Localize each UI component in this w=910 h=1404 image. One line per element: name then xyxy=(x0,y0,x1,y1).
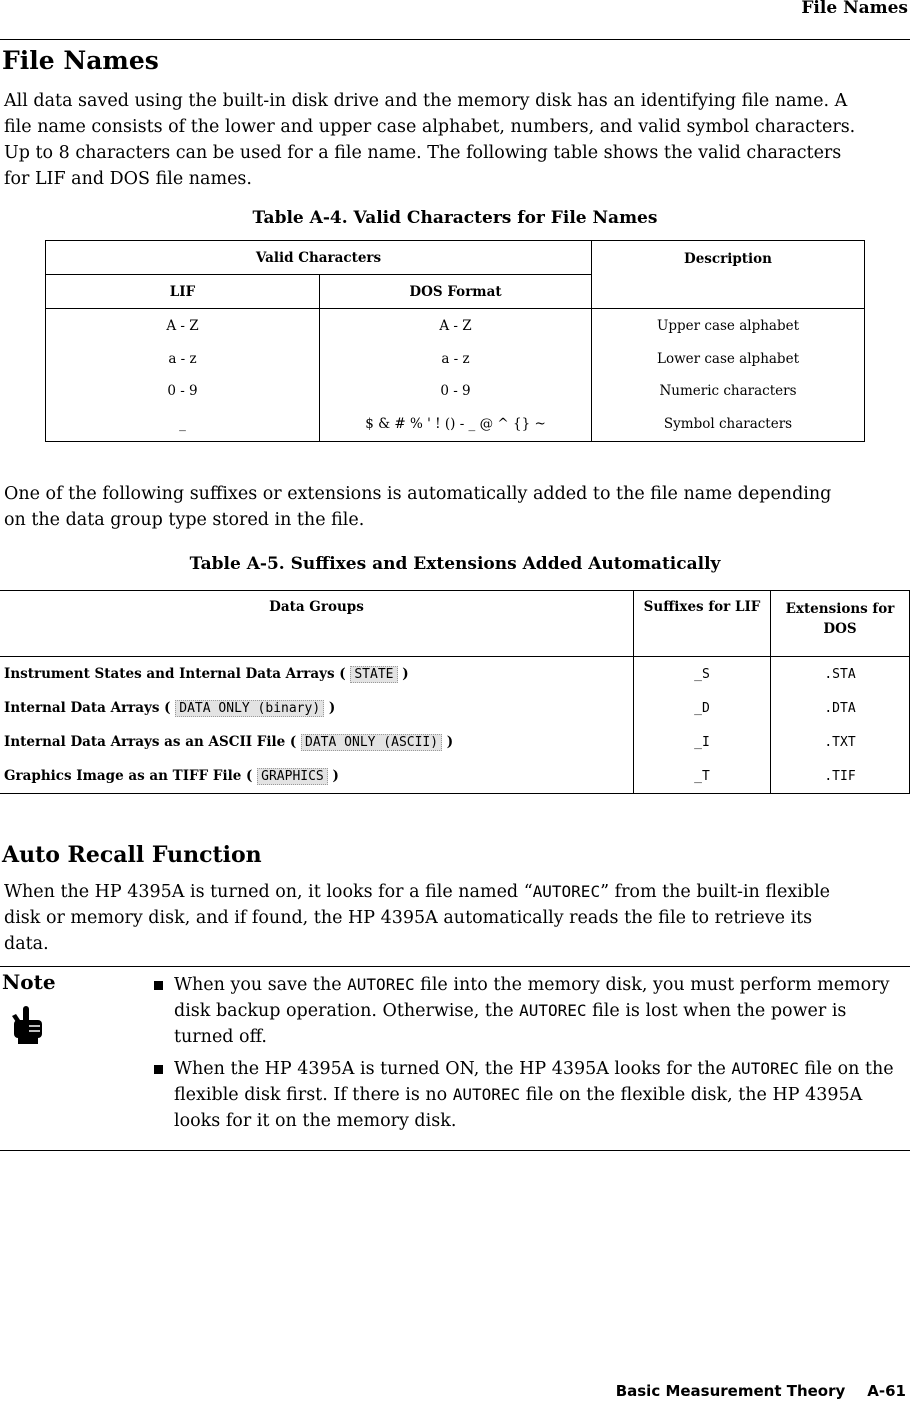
auto-recall-paragraph xyxy=(4,879,906,957)
autorec-code: AUTOREC xyxy=(519,1001,587,1020)
section-title-auto-recall: Auto Recall Function xyxy=(2,842,262,868)
lif-cell: _ xyxy=(46,408,320,442)
extension-cell: .TIF xyxy=(771,759,910,794)
dos-cell: a - z xyxy=(320,343,592,375)
description-header: Description xyxy=(592,241,865,309)
table-a4-caption: Table A-4. Valid Characters for File Names xyxy=(252,208,658,228)
data-group-cell xyxy=(0,691,634,725)
dos-cell: A - Z xyxy=(320,309,592,343)
footer-title: Basic Measurement Theory xyxy=(615,1382,846,1400)
suffixes-header: Suffixes for LIF xyxy=(634,591,771,657)
data-only-binary-softkey: DATA ONLY (binary) xyxy=(175,700,324,717)
intro-line: All data saved using the built-in disk drive and the memory disk has an identifying file name. A xyxy=(4,91,848,111)
page-number: A-61 xyxy=(867,1382,906,1400)
suffix-intro-line: One of the following suffixes or extensions is automatically added to the file name depending xyxy=(4,484,832,504)
note-item xyxy=(152,972,904,1050)
intro-line: file name consists of the lower and upper case alphabet, numbers, and valid symbol characters. xyxy=(4,117,856,137)
auto-recall-line: data. xyxy=(4,934,49,954)
table-row xyxy=(46,375,865,408)
description-cell: Symbol characters xyxy=(592,408,865,442)
state-softkey: STATE xyxy=(350,666,397,683)
table-row xyxy=(46,309,865,343)
text-fragment: When you save the xyxy=(174,975,348,995)
running-head: File Names xyxy=(801,0,908,18)
note-bottom-rule xyxy=(0,1150,910,1151)
extensions-header: Extensions for DOS xyxy=(771,591,910,657)
valid-characters-table xyxy=(45,240,865,442)
text-fragment: file into the memory disk, you must perform memory disk backup operation. Otherwise, the xyxy=(174,975,890,1021)
table-row xyxy=(46,408,865,442)
autorec-code: AUTOREC xyxy=(532,882,601,901)
note-top-rule xyxy=(0,966,910,967)
suffix-intro-line: on the data group type stored in the file. xyxy=(4,510,365,530)
suffix-cell: _I xyxy=(634,725,771,759)
autorec-code: AUTOREC xyxy=(347,975,415,994)
suffix-cell: _D xyxy=(634,691,771,725)
data-group-label: Instrument States and Internal Data Arrays ( xyxy=(4,666,346,682)
description-cell: Upper case alphabet xyxy=(592,309,865,343)
data-only-ascii-softkey: DATA ONLY (ASCII) xyxy=(301,734,442,751)
dos-cell: 0 - 9 xyxy=(320,375,592,408)
data-group-label: Internal Data Arrays ( xyxy=(4,700,171,716)
auto-recall-line: disk or memory disk, and if found, the HP 4395A automatically reads the file to retrieve its xyxy=(4,908,813,928)
lif-cell: 0 - 9 xyxy=(46,375,320,408)
text-fragment: file is lost when the power is turned off. xyxy=(174,1001,847,1047)
data-group-label: Internal Data Arrays as an ASCII File ( xyxy=(4,734,297,750)
autorec-code: AUTOREC xyxy=(452,1085,521,1104)
note-item xyxy=(152,1056,904,1134)
intro-line: for LIF and DOS file names. xyxy=(4,169,252,189)
suffix-intro-paragraph xyxy=(4,481,906,533)
table-row xyxy=(0,657,910,692)
text-fragment: When the HP 4395A is turned ON, the HP 4395A looks for the xyxy=(174,1059,732,1079)
data-groups-header: Data Groups xyxy=(0,591,634,657)
autorec-code: AUTOREC xyxy=(731,1059,799,1078)
data-group-cell xyxy=(0,657,634,692)
close-paren: ) xyxy=(402,666,409,682)
extension-cell: .TXT xyxy=(771,725,910,759)
description-cell: Numeric characters xyxy=(592,375,865,408)
auto-recall-line xyxy=(4,879,906,905)
text-fragment: file on the flexible disk first. If there is no xyxy=(174,1059,894,1105)
intro-line: Up to 8 characters can be used for a file name. The following table shows the valid characters xyxy=(4,143,842,163)
graphics-softkey: GRAPHICS xyxy=(257,768,328,785)
extension-cell: .DTA xyxy=(771,691,910,725)
bullet-icon xyxy=(154,1065,163,1074)
data-group-cell xyxy=(0,725,634,759)
lif-cell: a - z xyxy=(46,343,320,375)
intro-paragraph xyxy=(4,88,906,192)
bullet-icon xyxy=(154,981,163,990)
close-paren: ) xyxy=(328,700,336,716)
table-row xyxy=(0,725,910,759)
note-body xyxy=(152,972,904,1140)
data-group-label: Graphics Image as an TIFF File ( xyxy=(4,768,253,784)
suffix-cell: _S xyxy=(634,657,771,692)
table-row xyxy=(0,759,910,794)
dos-cell: $ & # % ' ! () - _ @ ^ {} ~ xyxy=(320,408,592,442)
close-paren: ) xyxy=(332,768,339,784)
pointing-hand-icon xyxy=(10,1004,46,1044)
description-cell: Lower case alphabet xyxy=(592,343,865,375)
text-fragment: file on the flexible disk, the HP 4395A looks for it on the memory disk. xyxy=(174,1085,863,1131)
header-rule xyxy=(0,39,910,40)
extension-cell: .STA xyxy=(771,657,910,692)
valid-characters-header: Valid Characters xyxy=(46,241,592,275)
page-footer xyxy=(616,1382,906,1400)
dos-format-header: DOS Format xyxy=(320,275,592,309)
table-row xyxy=(46,343,865,375)
text-fragment: When the HP 4395A is turned on, it looks for a file named “ xyxy=(4,882,533,902)
table-row xyxy=(0,691,910,725)
table-a5-caption: Table A-5. Suffixes and Extensions Added Automatically xyxy=(189,554,721,574)
text-fragment: ” from the built-in flexible xyxy=(600,882,831,902)
close-paren: ) xyxy=(446,734,454,750)
note-label: Note xyxy=(2,970,56,994)
section-title-file-names: File Names xyxy=(2,46,159,75)
lif-cell: A - Z xyxy=(46,309,320,343)
suffix-cell: _T xyxy=(634,759,771,794)
lif-header: LIF xyxy=(46,275,320,309)
data-group-cell xyxy=(0,759,634,794)
suffixes-extensions-table xyxy=(0,590,910,794)
